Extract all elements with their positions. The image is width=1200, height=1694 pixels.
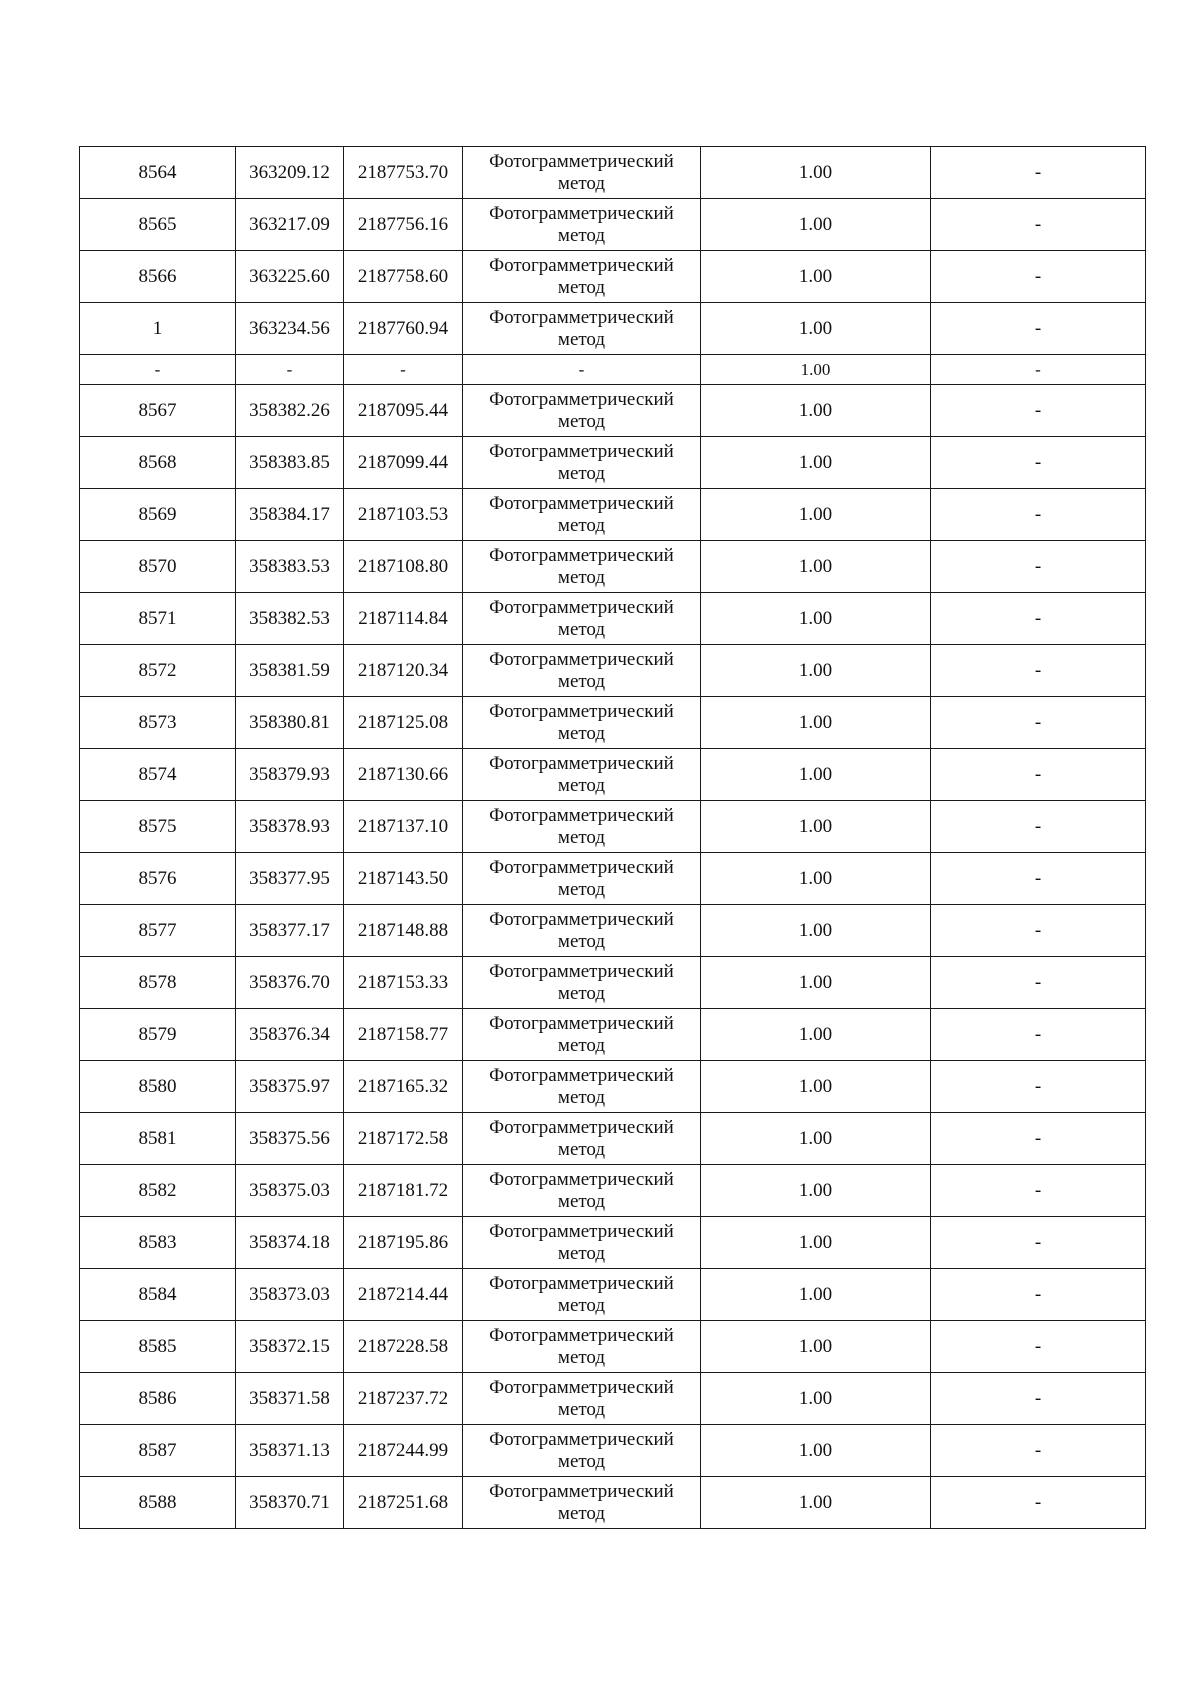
point-number-cell: 8569 xyxy=(80,489,236,541)
point-number-cell: 1 xyxy=(80,303,236,355)
coordinate-x-cell: 358371.13 xyxy=(236,1425,344,1477)
point-number-cell: 8588 xyxy=(80,1477,236,1529)
point-number-cell: 8572 xyxy=(80,645,236,697)
note-cell: - xyxy=(931,645,1146,697)
coordinate-y-cell: 2187758.60 xyxy=(344,251,463,303)
point-number-cell: 8578 xyxy=(80,957,236,1009)
point-number-cell: 8581 xyxy=(80,1113,236,1165)
accuracy-cell: 1.00 xyxy=(701,645,931,697)
table-row xyxy=(80,645,1146,697)
accuracy-cell: 1.00 xyxy=(701,1321,931,1373)
accuracy-cell: 1.00 xyxy=(701,1217,931,1269)
note-cell: - xyxy=(931,1477,1146,1529)
coordinate-y-cell: 2187137.10 xyxy=(344,801,463,853)
coordinates-table xyxy=(79,146,1146,1529)
coordinate-x-cell: 358382.26 xyxy=(236,385,344,437)
coordinate-y-cell: 2187103.53 xyxy=(344,489,463,541)
coordinate-y-cell: 2187756.16 xyxy=(344,199,463,251)
coordinate-x-cell: 363225.60 xyxy=(236,251,344,303)
note-cell: - xyxy=(931,749,1146,801)
accuracy-cell: 1.00 xyxy=(701,355,931,385)
table-row xyxy=(80,355,1146,385)
method-text: Фотограмметрический метод xyxy=(489,752,674,796)
coordinate-y-cell: 2187120.34 xyxy=(344,645,463,697)
note-cell: - xyxy=(931,385,1146,437)
coordinate-y-cell: 2187753.70 xyxy=(344,147,463,199)
note-cell: - xyxy=(931,1269,1146,1321)
accuracy-cell: 1.00 xyxy=(701,1165,931,1217)
coordinate-x-cell: 358383.85 xyxy=(236,437,344,489)
table-body xyxy=(80,147,1146,1529)
table-row xyxy=(80,1217,1146,1269)
method-text: Фотограмметрический метод xyxy=(489,1064,674,1108)
coordinate-x-cell: 358375.56 xyxy=(236,1113,344,1165)
point-number-cell: 8582 xyxy=(80,1165,236,1217)
table-row xyxy=(80,697,1146,749)
point-number-cell: 8564 xyxy=(80,147,236,199)
coordinate-y-cell: 2187125.08 xyxy=(344,697,463,749)
coordinate-y-cell: 2187153.33 xyxy=(344,957,463,1009)
note-cell: - xyxy=(931,1061,1146,1113)
coordinate-x-cell: 363209.12 xyxy=(236,147,344,199)
table-row xyxy=(80,1113,1146,1165)
point-number-cell: 8577 xyxy=(80,905,236,957)
point-number-cell: 8565 xyxy=(80,199,236,251)
method-cell: - xyxy=(463,355,701,385)
method-text: Фотограмметрический метод xyxy=(489,1168,674,1212)
method-cell xyxy=(463,1373,701,1425)
accuracy-cell: 1.00 xyxy=(701,697,931,749)
table-row xyxy=(80,1373,1146,1425)
method-cell xyxy=(463,801,701,853)
note-cell: - xyxy=(931,489,1146,541)
table-row xyxy=(80,1269,1146,1321)
method-text: Фотограмметрический метод xyxy=(489,1428,674,1472)
method-text: Фотограмметрический метод xyxy=(489,804,674,848)
accuracy-cell: 1.00 xyxy=(701,801,931,853)
coordinate-y-cell: 2187181.72 xyxy=(344,1165,463,1217)
method-text: Фотограмметрический метод xyxy=(489,1220,674,1264)
table-row xyxy=(80,1165,1146,1217)
method-cell xyxy=(463,1269,701,1321)
method-text: Фотограмметрический метод xyxy=(489,1272,674,1316)
table-row xyxy=(80,1061,1146,1113)
method-text: Фотограмметрический метод xyxy=(489,1480,674,1524)
coordinate-y-cell: 2187244.99 xyxy=(344,1425,463,1477)
table-row xyxy=(80,541,1146,593)
note-cell: - xyxy=(931,1425,1146,1477)
method-cell xyxy=(463,905,701,957)
note-cell: - xyxy=(931,1009,1146,1061)
coordinate-y-cell: 2187130.66 xyxy=(344,749,463,801)
method-cell xyxy=(463,251,701,303)
accuracy-cell: 1.00 xyxy=(701,199,931,251)
coordinate-y-cell: 2187095.44 xyxy=(344,385,463,437)
note-cell: - xyxy=(931,437,1146,489)
note-cell: - xyxy=(931,1165,1146,1217)
note-cell: - xyxy=(931,1373,1146,1425)
table-row xyxy=(80,437,1146,489)
method-cell xyxy=(463,1217,701,1269)
table-row xyxy=(80,385,1146,437)
coordinate-x-cell: 358384.17 xyxy=(236,489,344,541)
method-text: Фотограмметрический метод xyxy=(489,856,674,900)
note-cell: - xyxy=(931,957,1146,1009)
method-cell xyxy=(463,199,701,251)
table-row xyxy=(80,147,1146,199)
method-cell xyxy=(463,1477,701,1529)
accuracy-cell: 1.00 xyxy=(701,957,931,1009)
table-row xyxy=(80,199,1146,251)
method-cell xyxy=(463,957,701,1009)
point-number-cell: 8579 xyxy=(80,1009,236,1061)
table-row xyxy=(80,489,1146,541)
accuracy-cell: 1.00 xyxy=(701,385,931,437)
method-cell xyxy=(463,147,701,199)
coordinate-x-cell: 358382.53 xyxy=(236,593,344,645)
coordinate-x-cell: 358376.70 xyxy=(236,957,344,1009)
note-cell: - xyxy=(931,853,1146,905)
note-cell: - xyxy=(931,147,1146,199)
note-cell: - xyxy=(931,1113,1146,1165)
note-cell: - xyxy=(931,1321,1146,1373)
method-text: Фотограмметрический метод xyxy=(489,544,674,588)
coordinate-y-cell: 2187214.44 xyxy=(344,1269,463,1321)
method-cell xyxy=(463,645,701,697)
note-cell: - xyxy=(931,303,1146,355)
method-cell xyxy=(463,749,701,801)
note-cell: - xyxy=(931,355,1146,385)
accuracy-cell: 1.00 xyxy=(701,1113,931,1165)
method-cell xyxy=(463,697,701,749)
note-cell: - xyxy=(931,593,1146,645)
table-row xyxy=(80,1321,1146,1373)
point-number-cell: 8576 xyxy=(80,853,236,905)
method-text: Фотограмметрический метод xyxy=(489,1116,674,1160)
point-number-cell: 8573 xyxy=(80,697,236,749)
table-row xyxy=(80,251,1146,303)
note-cell: - xyxy=(931,801,1146,853)
method-text: Фотограмметрический метод xyxy=(489,1012,674,1056)
accuracy-cell: 1.00 xyxy=(701,251,931,303)
method-cell xyxy=(463,1425,701,1477)
coordinate-x-cell: 363217.09 xyxy=(236,199,344,251)
point-number-cell: 8571 xyxy=(80,593,236,645)
accuracy-cell: 1.00 xyxy=(701,1269,931,1321)
accuracy-cell: 1.00 xyxy=(701,437,931,489)
method-cell xyxy=(463,1165,701,1217)
method-text: Фотограмметрический метод xyxy=(489,306,674,350)
method-cell xyxy=(463,489,701,541)
method-text: Фотограмметрический метод xyxy=(489,596,674,640)
point-number-cell: 8580 xyxy=(80,1061,236,1113)
coordinate-y-cell: 2187114.84 xyxy=(344,593,463,645)
method-text: Фотограмметрический метод xyxy=(489,700,674,744)
note-cell: - xyxy=(931,541,1146,593)
coordinate-y-cell: 2187099.44 xyxy=(344,437,463,489)
point-number-cell: 8587 xyxy=(80,1425,236,1477)
point-number-cell: 8574 xyxy=(80,749,236,801)
point-number-cell: 8575 xyxy=(80,801,236,853)
method-text: Фотограмметрический метод xyxy=(489,202,674,246)
coordinate-y-cell: - xyxy=(344,355,463,385)
coordinate-x-cell: 358374.18 xyxy=(236,1217,344,1269)
method-cell xyxy=(463,1009,701,1061)
coordinate-x-cell: 358379.93 xyxy=(236,749,344,801)
table-row xyxy=(80,853,1146,905)
accuracy-cell: 1.00 xyxy=(701,853,931,905)
accuracy-cell: 1.00 xyxy=(701,1373,931,1425)
coordinate-x-cell: 358372.15 xyxy=(236,1321,344,1373)
method-text: Фотограмметрический метод xyxy=(489,150,674,194)
point-number-cell: 8585 xyxy=(80,1321,236,1373)
coordinate-y-cell: 2187108.80 xyxy=(344,541,463,593)
coordinate-x-cell: 358376.34 xyxy=(236,1009,344,1061)
coordinate-y-cell: 2187228.58 xyxy=(344,1321,463,1373)
method-cell xyxy=(463,593,701,645)
method-cell xyxy=(463,385,701,437)
point-number-cell: 8566 xyxy=(80,251,236,303)
method-text: Фотограмметрический метод xyxy=(489,254,674,298)
table-row xyxy=(80,1009,1146,1061)
accuracy-cell: 1.00 xyxy=(701,1009,931,1061)
accuracy-cell: 1.00 xyxy=(701,1425,931,1477)
method-text: Фотограмметрический метод xyxy=(489,440,674,484)
table-row xyxy=(80,303,1146,355)
table-row xyxy=(80,593,1146,645)
note-cell: - xyxy=(931,905,1146,957)
coordinate-y-cell: 2187237.72 xyxy=(344,1373,463,1425)
point-number-cell: 8570 xyxy=(80,541,236,593)
method-text: Фотограмметрический метод xyxy=(489,648,674,692)
method-text: Фотограмметрический метод xyxy=(489,1324,674,1368)
coordinate-y-cell: 2187165.32 xyxy=(344,1061,463,1113)
accuracy-cell: 1.00 xyxy=(701,541,931,593)
table-row xyxy=(80,905,1146,957)
point-number-cell: 8583 xyxy=(80,1217,236,1269)
point-number-cell: 8568 xyxy=(80,437,236,489)
coordinate-x-cell: 358371.58 xyxy=(236,1373,344,1425)
coordinate-x-cell: 358378.93 xyxy=(236,801,344,853)
table-row xyxy=(80,957,1146,1009)
accuracy-cell: 1.00 xyxy=(701,303,931,355)
method-cell xyxy=(463,853,701,905)
coordinate-x-cell: 358375.03 xyxy=(236,1165,344,1217)
coordinate-x-cell: 358370.71 xyxy=(236,1477,344,1529)
accuracy-cell: 1.00 xyxy=(701,1477,931,1529)
note-cell: - xyxy=(931,251,1146,303)
coordinate-x-cell: 358383.53 xyxy=(236,541,344,593)
accuracy-cell: 1.00 xyxy=(701,147,931,199)
coordinate-y-cell: 2187172.58 xyxy=(344,1113,463,1165)
coordinate-x-cell: 358380.81 xyxy=(236,697,344,749)
accuracy-cell: 1.00 xyxy=(701,593,931,645)
coordinate-y-cell: 2187195.86 xyxy=(344,1217,463,1269)
method-text: Фотограмметрический метод xyxy=(489,960,674,1004)
coordinate-x-cell: 363234.56 xyxy=(236,303,344,355)
method-cell xyxy=(463,1113,701,1165)
coordinate-x-cell: 358377.17 xyxy=(236,905,344,957)
method-cell xyxy=(463,541,701,593)
method-text: Фотограмметрический метод xyxy=(489,492,674,536)
point-number-cell: 8586 xyxy=(80,1373,236,1425)
method-text: Фотограмметрический метод xyxy=(489,1376,674,1420)
coordinate-x-cell: 358381.59 xyxy=(236,645,344,697)
accuracy-cell: 1.00 xyxy=(701,489,931,541)
coordinate-y-cell: 2187158.77 xyxy=(344,1009,463,1061)
method-text: Фотограмметрический метод xyxy=(489,908,674,952)
note-cell: - xyxy=(931,697,1146,749)
method-cell xyxy=(463,437,701,489)
table-row xyxy=(80,749,1146,801)
coordinate-x-cell: - xyxy=(236,355,344,385)
accuracy-cell: 1.00 xyxy=(701,905,931,957)
point-number-cell: - xyxy=(80,355,236,385)
table-row xyxy=(80,1425,1146,1477)
method-cell xyxy=(463,1321,701,1373)
table-row xyxy=(80,801,1146,853)
accuracy-cell: 1.00 xyxy=(701,749,931,801)
coordinate-y-cell: 2187143.50 xyxy=(344,853,463,905)
coordinate-y-cell: 2187251.68 xyxy=(344,1477,463,1529)
coordinate-x-cell: 358373.03 xyxy=(236,1269,344,1321)
method-cell xyxy=(463,303,701,355)
point-number-cell: 8584 xyxy=(80,1269,236,1321)
note-cell: - xyxy=(931,199,1146,251)
method-text: Фотограмметрический метод xyxy=(489,388,674,432)
coordinate-y-cell: 2187148.88 xyxy=(344,905,463,957)
coordinate-x-cell: 358375.97 xyxy=(236,1061,344,1113)
point-number-cell: 8567 xyxy=(80,385,236,437)
table-row xyxy=(80,1477,1146,1529)
coordinate-x-cell: 358377.95 xyxy=(236,853,344,905)
note-cell: - xyxy=(931,1217,1146,1269)
coordinate-y-cell: 2187760.94 xyxy=(344,303,463,355)
method-cell xyxy=(463,1061,701,1113)
accuracy-cell: 1.00 xyxy=(701,1061,931,1113)
